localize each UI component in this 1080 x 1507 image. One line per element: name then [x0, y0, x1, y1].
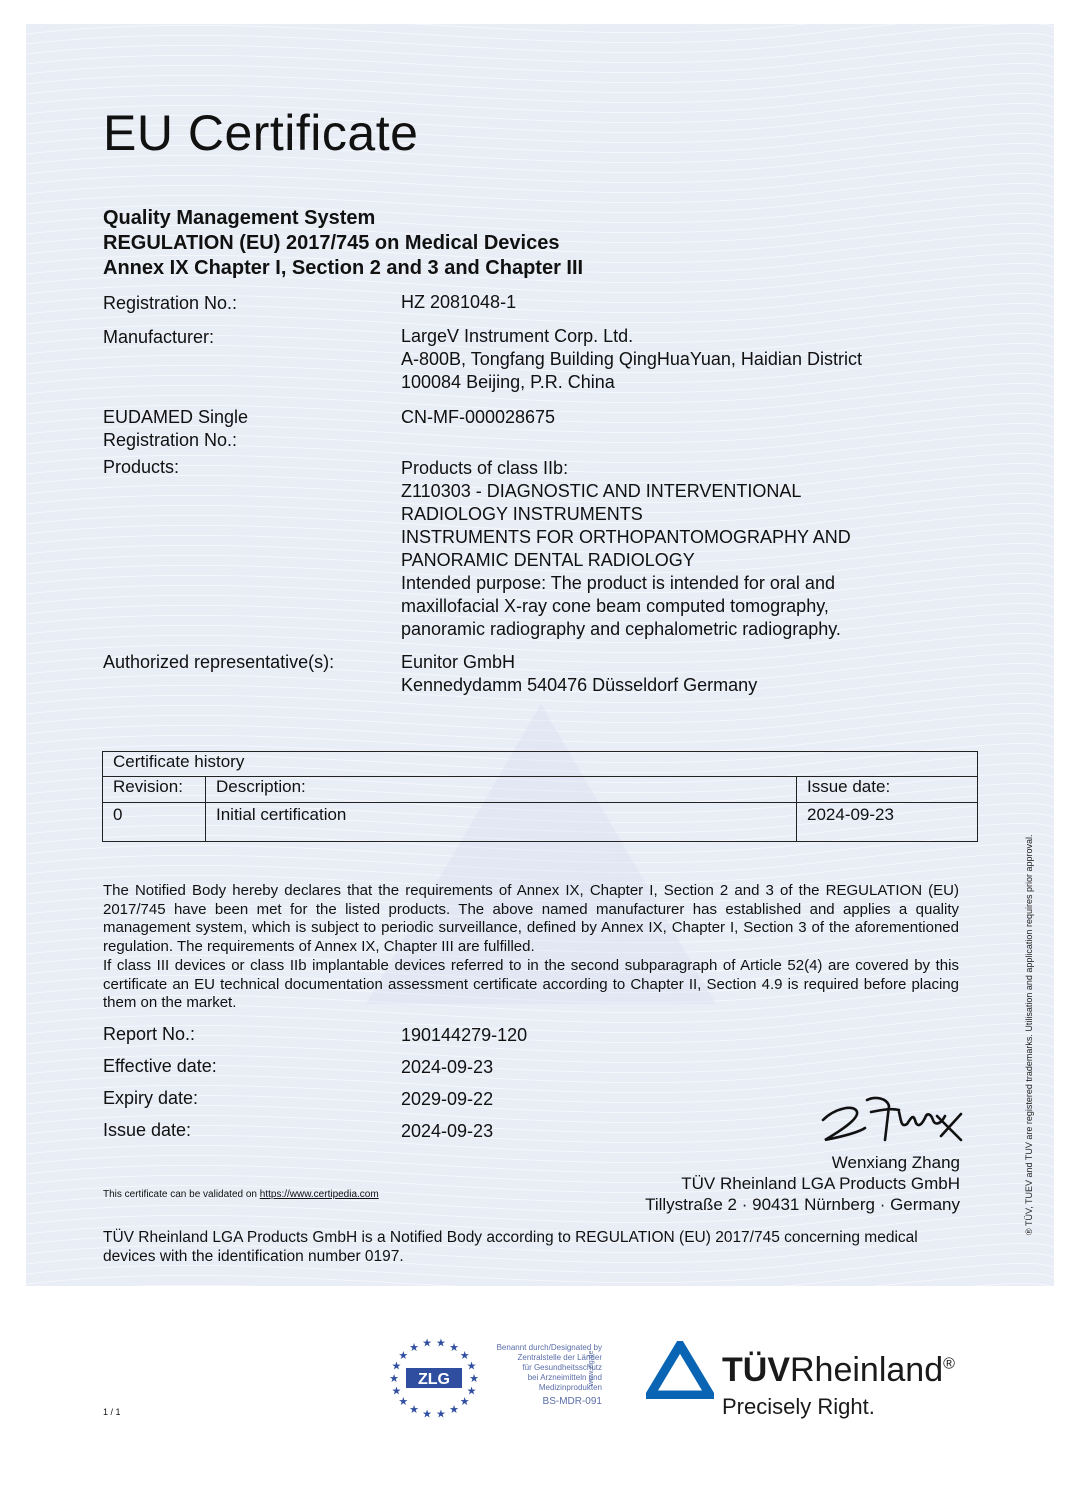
eudamed-label-line: EUDAMED Single — [103, 407, 249, 427]
zlg-star: ★ — [436, 1408, 446, 1418]
zlg-star: ★ — [436, 1338, 446, 1350]
products-line: Products of class IIb: — [401, 458, 569, 478]
zlg-star: ★ — [459, 1396, 470, 1409]
signatory-block — [645, 1152, 960, 1215]
products-label: Products: — [103, 457, 180, 477]
expiry-value: 2029-09-22 — [401, 1089, 494, 1109]
zlg-star: ★ — [469, 1373, 479, 1385]
report-label: Report No.: — [103, 1024, 196, 1044]
notified-body-statement: TÜV Rheinland LGA Products GmbH is a Notified Body according to REGULATION (EU) 2017/745 concerning medical devices with the identification number 0197. — [103, 1229, 918, 1265]
table-cell: 0 — [103, 803, 206, 842]
signatory-company: TÜV Rheinland LGA Products GmbH — [681, 1174, 960, 1193]
expiry-label: Expiry date: — [103, 1088, 199, 1108]
table-cell: 2024-09-23 — [797, 803, 978, 842]
zlg-logo — [388, 1338, 480, 1418]
authorized-line: Eunitor GmbH — [401, 652, 516, 672]
tuv-tagline: Precisely Right. — [722, 1394, 875, 1419]
zlg-star: ★ — [422, 1408, 432, 1418]
heading-qms: Quality Management System — [103, 207, 376, 229]
report-value: 190144279-120 — [401, 1025, 528, 1045]
effective-value: 2024-09-23 — [401, 1057, 494, 1077]
table-caption: Certificate history — [103, 752, 978, 777]
zlg-star: ★ — [466, 1360, 477, 1373]
manufacturer-line: LargeV Instrument Corp. Ltd. — [401, 326, 634, 346]
issue-label: Issue date: — [103, 1120, 192, 1140]
zlg-star: ★ — [459, 1349, 470, 1362]
zlg-star: ★ — [409, 1404, 419, 1417]
zlg-star: ★ — [391, 1360, 402, 1373]
trademark-note: ® TÜV, TUEV and TUV are registered trademarks. Utilisation and application requires prior approval. — [1024, 834, 1034, 1235]
tuv-brand-bold: TÜV — [722, 1351, 790, 1389]
page-title: EU Certificate — [103, 105, 419, 161]
tuv-triangle-logo — [646, 1341, 714, 1399]
effective-label: Effective date: — [103, 1056, 217, 1076]
column-header: Issue date: — [797, 777, 978, 803]
tuv-registered: ® — [943, 1355, 955, 1373]
zlg-star: ★ — [391, 1385, 402, 1398]
zlg-star: ★ — [449, 1404, 459, 1417]
column-header: Revision: — [103, 777, 206, 803]
zlg-line: für Gesundheitsschutz — [522, 1363, 602, 1372]
registration-label: Registration No.: — [103, 293, 238, 313]
zlg-logo-text: ZLG — [418, 1371, 450, 1388]
zlg-star: ★ — [449, 1341, 459, 1354]
certipedia-link[interactable]: https://www.certipedia.com — [259, 1189, 379, 1200]
issue-value: 2024-09-23 — [401, 1121, 494, 1141]
authorized-value — [401, 651, 757, 697]
table-cell: Initial certification — [206, 803, 797, 842]
manufacturer-line: 100084 Beijing, P.R. China — [401, 372, 615, 392]
products-line: Z110303 - DIAGNOSTIC AND INTERVENTIONAL — [401, 481, 802, 501]
zlg-star: ★ — [466, 1385, 477, 1398]
signature — [815, 1090, 965, 1148]
zlg-line: Medizinprodukten — [538, 1383, 602, 1392]
authorized-label: Authorized representative(s): — [103, 652, 335, 672]
tuv-brand-rest: Rheinland — [790, 1351, 944, 1389]
zlg-star: ★ — [398, 1396, 409, 1409]
zlg-star: ★ — [422, 1338, 432, 1350]
column-header: Description: — [206, 777, 797, 803]
manufacturer-label: Manufacturer: — [103, 327, 215, 347]
authorized-line: Kennedydamm 540476 Düsseldorf Germany — [401, 675, 758, 695]
products-line: RADIOLOGY INSTRUMENTS — [401, 504, 643, 524]
page-number: 1 / 1 — [103, 1407, 121, 1417]
products-line: PANORAMIC DENTAL RADIOLOGY — [401, 550, 695, 570]
eudamed-label — [103, 406, 248, 452]
declaration-paragraph: If class III devices or class IIb implantable devices referred to in the second subparagraph of Article 52(4) are covered by this certificate an EU technical documentation assessment certificate according to Chapter II, Section 4.9 is required before placing them on the market. — [103, 957, 959, 1012]
zlg-star: ★ — [389, 1373, 399, 1385]
tuv-brand — [722, 1351, 955, 1390]
products-line: maxillofacial X-ray cone beam computed tomography, — [401, 596, 829, 616]
products-line: panoramic radiography and cephalometric radiography. — [401, 619, 841, 639]
table-row — [103, 803, 978, 842]
zlg-code: BS-MDR-091 — [542, 1396, 602, 1407]
registration-value: HZ 2081048-1 — [401, 292, 517, 312]
declaration-paragraph: The Notified Body hereby declares that the requirements of Annex IX, Chapter I, Section 2 and 3 of the REGULATION (EU) 2017/745 have been met for the listed products. The above named manufacturer has established and applies a quality management system, which is subject to periodic surveillance, defined by Annex IX, Chapter I, Section 3 of the aforementioned regulation. The requirements of Annex IX, Chapter III are fulfilled. — [103, 882, 959, 955]
manufacturer-value — [401, 325, 862, 394]
zlg-line: Zentralstelle der Länder — [517, 1353, 602, 1362]
products-line: INSTRUMENTS FOR ORTHOPANTOMOGRAPHY AND — [401, 527, 851, 547]
heading-annex: Annex IX Chapter I, Section 2 and 3 and Chapter III — [103, 257, 584, 279]
heading-regulation: REGULATION (EU) 2017/745 on Medical Devices — [103, 232, 560, 254]
eudamed-label-line: Registration No.: — [103, 430, 238, 450]
validation-text: This certificate can be validated on — [103, 1189, 260, 1200]
certificate-history-table — [102, 751, 978, 842]
products-line: Intended purpose: The product is intended for oral and — [401, 573, 835, 593]
products-value — [401, 457, 851, 641]
signatory-name: Wenxiang Zhang — [831, 1153, 960, 1172]
zlg-line: bei Arzneimitteln und — [527, 1373, 602, 1382]
zlg-url: www.zlg.de — [588, 1350, 595, 1386]
zlg-line: Benannt durch/Designated by — [496, 1343, 602, 1352]
table-header-row — [103, 777, 978, 803]
eudamed-value: CN-MF-000028675 — [401, 407, 556, 427]
zlg-star: ★ — [398, 1349, 409, 1362]
zlg-star: ★ — [409, 1341, 419, 1354]
manufacturer-line: A-800B, Tongfang Building QingHuaYuan, Haidian District — [401, 349, 862, 369]
validation-note — [103, 1189, 379, 1200]
zlg-designation — [484, 1343, 602, 1407]
signatory-address: Tillystraße 2 · 90431 Nürnberg · Germany — [645, 1195, 960, 1214]
